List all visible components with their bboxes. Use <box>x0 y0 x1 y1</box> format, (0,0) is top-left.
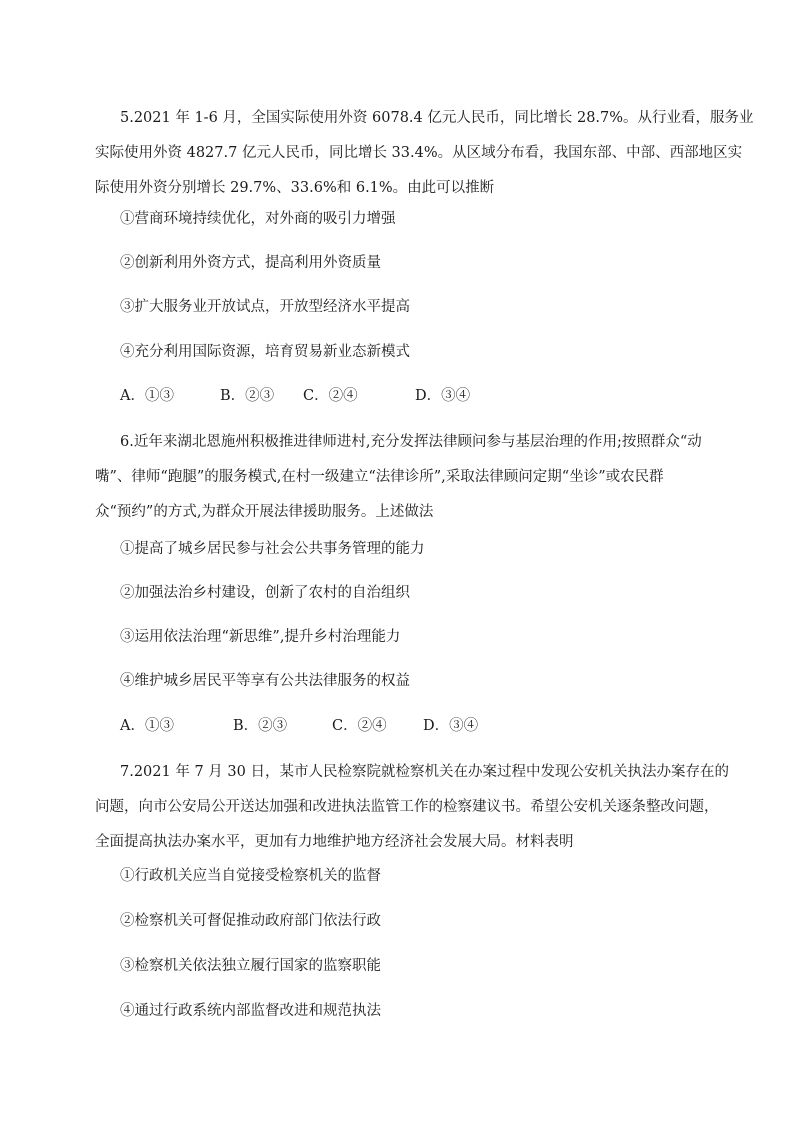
question-6-option-1: ①提高了城乡居民参与社会公共事务管理的能力 <box>120 541 425 557</box>
question-5-choice-c[interactable]: C．②④ <box>303 388 358 404</box>
question-6-option-4: ④维护城乡居民平等享有公共法律服务的权益 <box>120 673 410 689</box>
question-5-option-2: ②创新利用外资方式，提高利用外资质量 <box>120 255 381 271</box>
question-5-choice-d[interactable]: D．③④ <box>415 388 471 404</box>
question-5-option-3: ③扩大服务业开放试点，开放型经济水平提高 <box>120 299 410 315</box>
question-6-line-2: 嘴”、律师“跑腿”的服务模式,在村一级建立“法律诊所”,采取法律顾问定期“坐诊”或农民群 <box>95 469 664 485</box>
question-7-line-3: 全面提高执法办案水平，更加有力地维护地方经济社会发展大局。材料表明 <box>95 834 574 850</box>
question-6-stem <box>95 425 702 530</box>
question-7-option-4: ④通过行政系统内部监督改进和规范执法 <box>120 1003 381 1019</box>
question-5-choice-a[interactable]: A．①③ <box>120 388 174 404</box>
question-7-option-2: ②检察机关可督促推动政府部门依法行政 <box>120 913 381 929</box>
question-5-choice-b[interactable]: B．②③ <box>220 388 275 404</box>
question-5-option-4: ④充分利用国际资源，培育贸易新业态新模式 <box>120 344 410 360</box>
question-7-option-3: ③检察机关依法独立履行国家的监察职能 <box>120 958 381 974</box>
question-6-choice-c[interactable]: C．②④ <box>332 718 387 734</box>
question-6-line-1: 6.近年来湖北恩施州积极推进律师进村,充分发挥法律顾问参与基层治理的作用;按照群众“动 <box>120 434 702 450</box>
question-6-choice-a[interactable]: A．①③ <box>120 718 174 734</box>
question-6-line-3: 众“预约”的方式,为群众开展法律援助服务。上述做法 <box>95 504 434 520</box>
question-6-choice-b[interactable]: B．②③ <box>233 718 288 734</box>
question-5-line-3: 际使用外资分别增长 29.7%、33.6%和 6.1%。由此可以推断 <box>95 180 495 196</box>
question-6-choice-d[interactable]: D．③④ <box>423 718 479 734</box>
question-7-option-1: ①行政机关应当自觉接受检察机关的监督 <box>120 868 381 884</box>
question-5-option-1: ①营商环境持续优化，对外商的吸引力增强 <box>120 211 396 227</box>
question-7-stem <box>95 755 729 860</box>
question-5-line-2: 实际使用外资 4827.7 亿元人民币，同比增长 33.4%。从区域分布看，我国东部、中部、西部地区实 <box>95 145 743 161</box>
question-5-stem <box>95 101 754 206</box>
question-7-line-1: 7.2021 年 7 月 30 日，某市人民检察院就检察机关在办案过程中发现公安机关执法办案存在的 <box>120 764 729 780</box>
question-7-line-2: 问题，向市公安局公开送达加强和改进执法监管工作的检察建议书。希望公安机关逐条整改问题， <box>95 799 719 815</box>
question-5-line-1: 5.2021 年 1-6 月，全国实际使用外资 6078.4 亿元人民币，同比增长 28.7%。从行业看，服务业 <box>120 110 754 126</box>
question-6-option-3: ③运用依法治理“新思维”,提升乡村治理能力 <box>120 629 401 645</box>
question-6-option-2: ②加强法治乡村建设，创新了农村的自治组织 <box>120 585 410 601</box>
